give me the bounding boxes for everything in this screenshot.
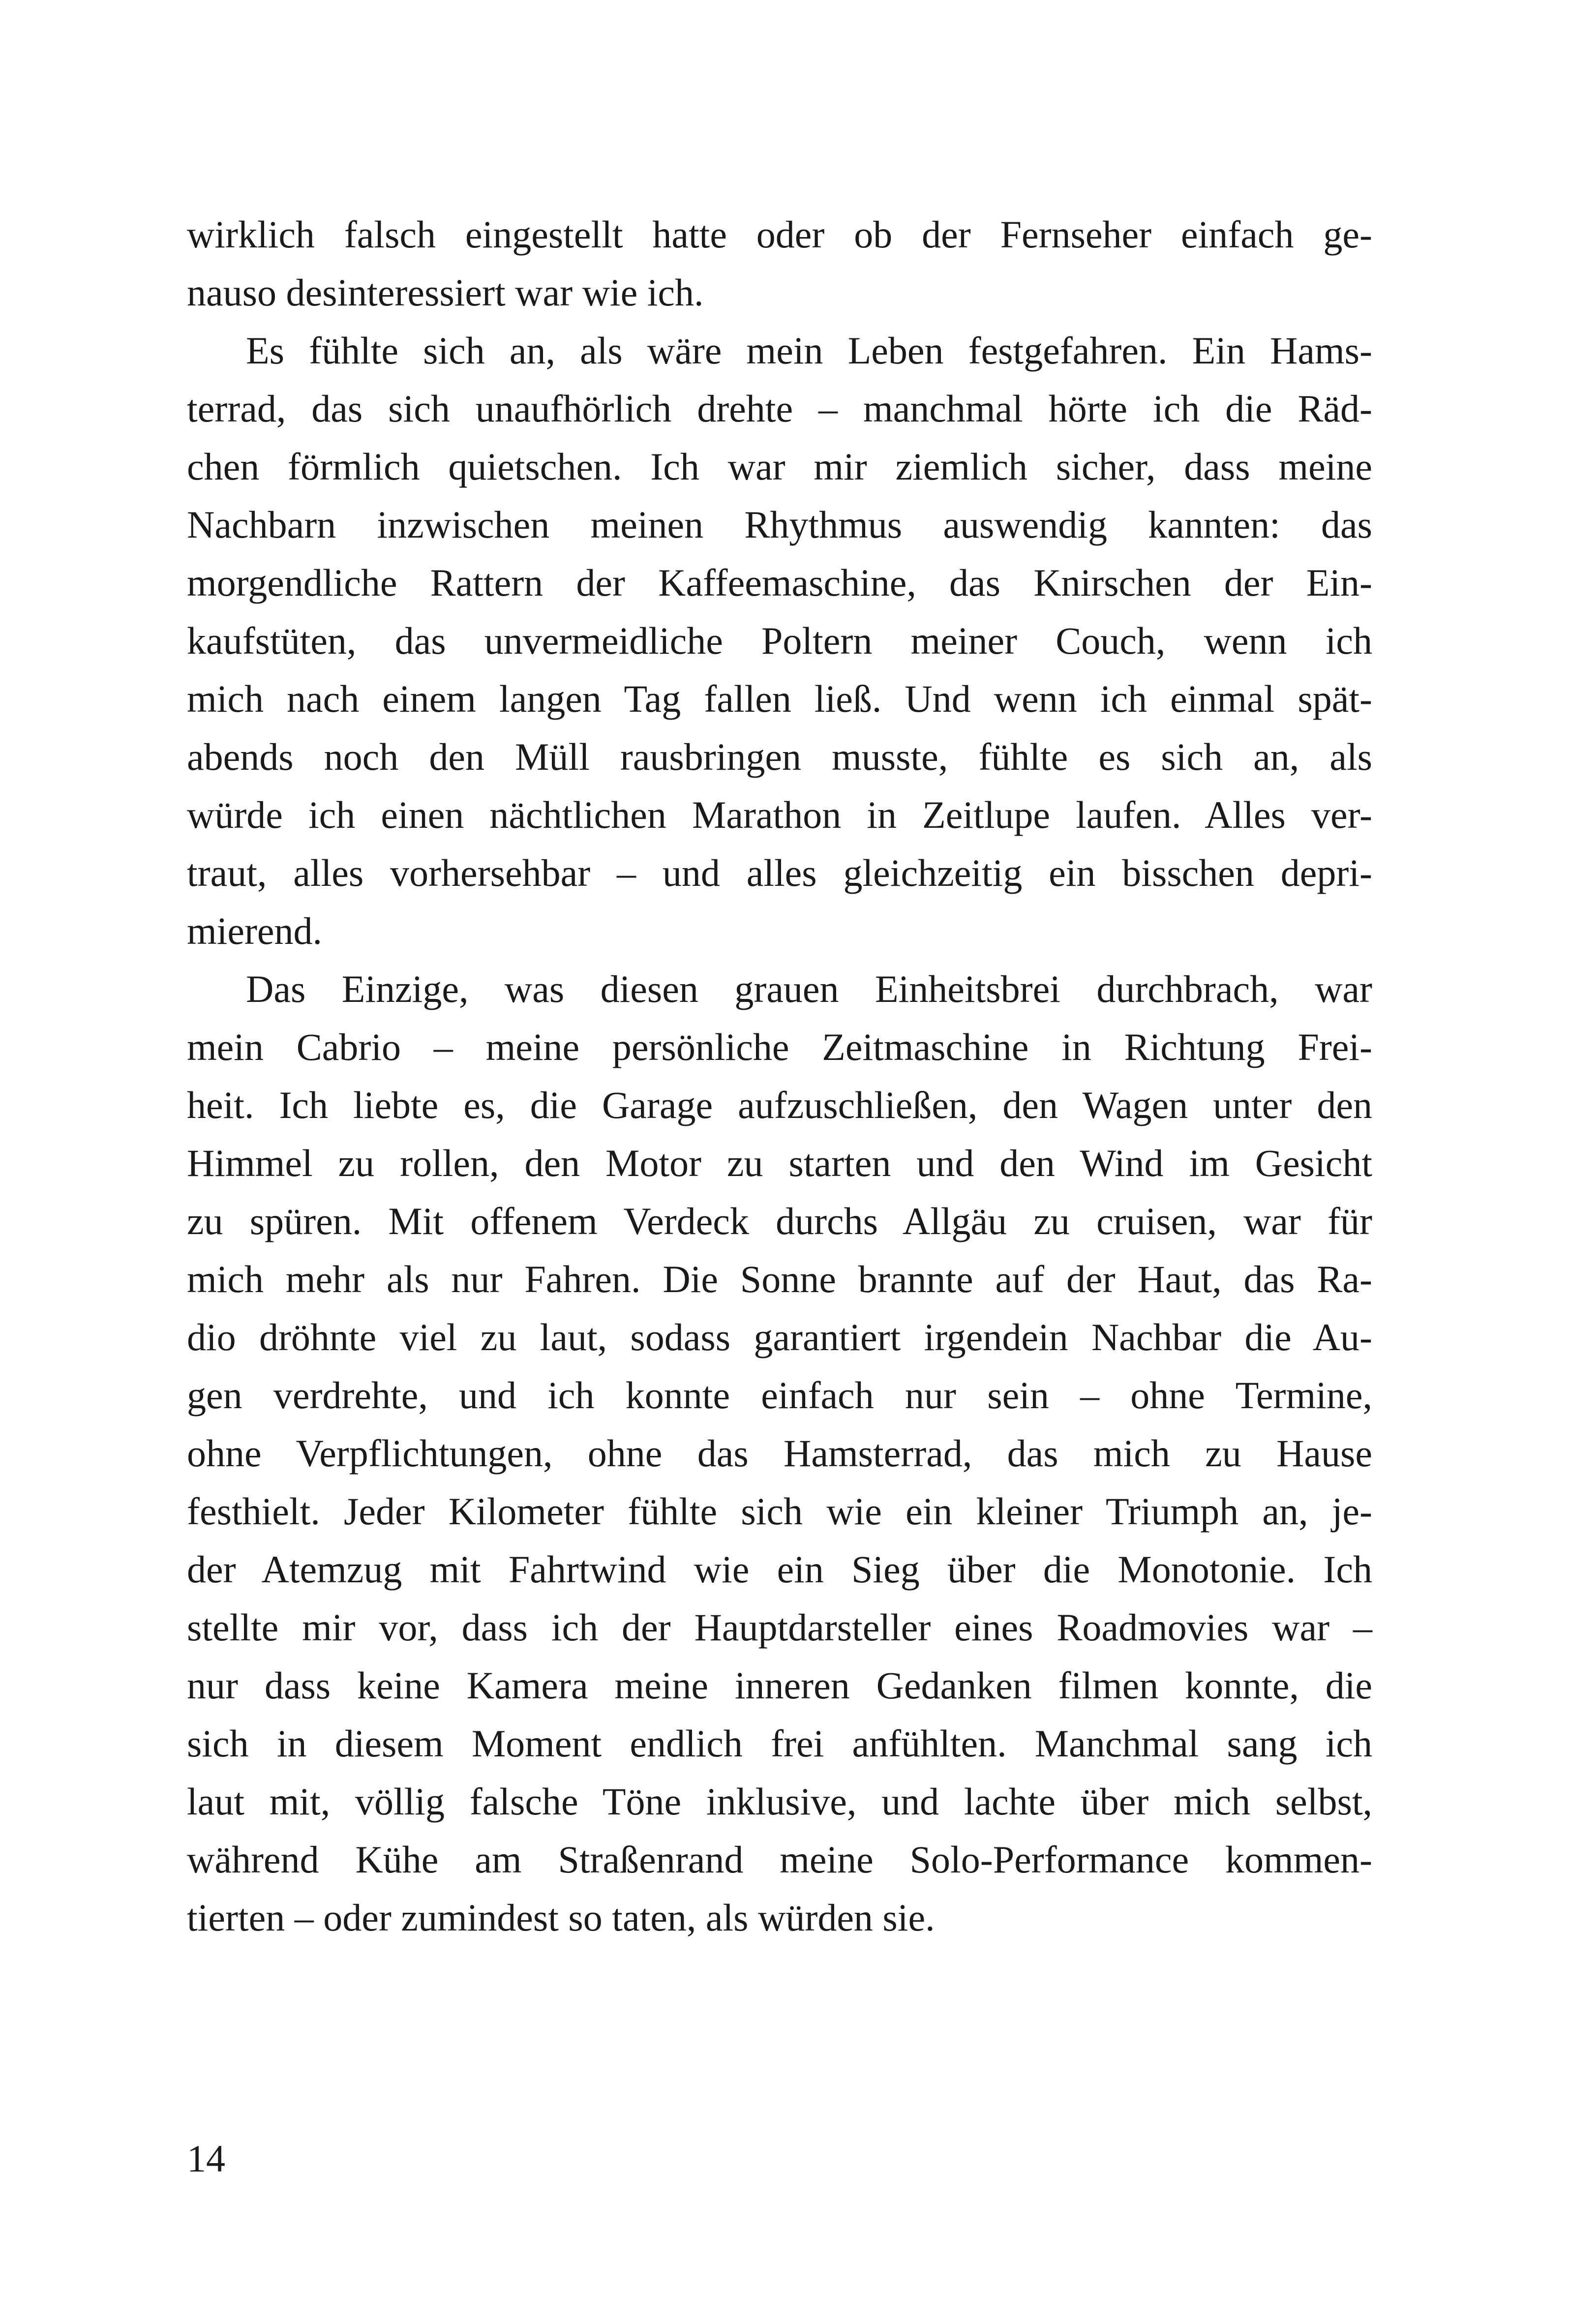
text-line: mich mehr als nur Fahren. Die Sonne brannte auf der Haut, das Ra- xyxy=(187,1258,1372,1300)
text-line: stellte mir vor, dass ich der Hauptdarsteller eines Roadmovies war – xyxy=(187,1606,1372,1649)
text-line: sich in diesem Moment endlich frei anfühlten. Manchmal sang ich xyxy=(187,1722,1372,1765)
text-line: festhielt. Jeder Kilometer fühlte sich wie ein kleiner Triumph an, je- xyxy=(187,1490,1372,1533)
text-line: während Kühe am Straßenrand meine Solo-Performance kommen- xyxy=(187,1838,1372,1881)
text-line: Himmel zu rollen, den Motor zu starten und den Wind im Gesicht xyxy=(187,1142,1372,1184)
text-line: mierend. xyxy=(187,909,323,952)
text-line: nur dass keine Kamera meine inneren Gedanken filmen konnte, die xyxy=(187,1664,1372,1707)
text-line: morgendliche Rattern der Kaffeemaschine, das Knirschen der Ein- xyxy=(187,561,1372,604)
text-line: wirklich falsch eingestellt hatte oder ob der Fernseher einfach ge- xyxy=(187,213,1372,256)
paragraph xyxy=(187,322,1372,960)
text-line: zu spüren. Mit offenem Verdeck durchs Allgäu zu cruisen, war für xyxy=(187,1200,1372,1242)
text-line: nauso desinteressiert war wie ich. xyxy=(187,271,704,314)
text-line: mich nach einem langen Tag fallen ließ. Und wenn ich einmal spät- xyxy=(187,677,1372,720)
text-line: kaufstüten, das unvermeidliche Poltern meiner Couch, wenn ich xyxy=(187,619,1372,662)
text-line: Nachbarn inzwischen meinen Rhythmus auswendig kannten: das xyxy=(187,503,1372,546)
text-line: gen verdrehte, und ich konnte einfach nur sein – ohne Termine, xyxy=(187,1374,1372,1417)
text-line: terrad, das sich unaufhörlich drehte – manchmal hörte ich die Räd- xyxy=(187,387,1372,430)
text-line: heit. Ich liebte es, die Garage aufzuschließen, den Wagen unter den xyxy=(187,1084,1372,1126)
text-line: traut, alles vorhersehbar – und alles gleichzeitig ein bisschen depri- xyxy=(187,851,1372,894)
page-number: 14 xyxy=(187,2137,225,2180)
text-line: dio dröhnte viel zu laut, sodass garantiert irgendein Nachbar die Au- xyxy=(187,1316,1372,1358)
paragraph xyxy=(187,960,1372,1947)
text-line: abends noch den Müll rausbringen musste, fühlte es sich an, als xyxy=(187,735,1372,778)
text-line: tierten – oder zumindest so taten, als würden sie. xyxy=(187,1896,935,1939)
paragraph xyxy=(187,206,1372,322)
text-line: laut mit, völlig falsche Töne inklusive, und lachte über mich selbst, xyxy=(187,1780,1372,1823)
text-line: chen förmlich quietschen. Ich war mir ziemlich sicher, dass meine xyxy=(187,445,1372,488)
text-line: mein Cabrio – meine persönliche Zeitmaschine in Richtung Frei- xyxy=(187,1026,1372,1068)
text-line: würde ich einen nächtlichen Marathon in Zeitlupe laufen. Alles ver- xyxy=(187,793,1372,836)
text-line: der Atemzug mit Fahrtwind wie ein Sieg über die Monotonie. Ich xyxy=(187,1548,1372,1591)
text-line: Es fühlte sich an, als wäre mein Leben festgefahren. Ein Hams- xyxy=(246,329,1372,372)
text-line: ohne Verpflichtungen, ohne das Hamsterrad, das mich zu Hause xyxy=(187,1432,1372,1475)
text-line: Das Einzige, was diesen grauen Einheitsbrei durchbrach, war xyxy=(246,967,1372,1010)
body-text xyxy=(187,206,1372,1947)
